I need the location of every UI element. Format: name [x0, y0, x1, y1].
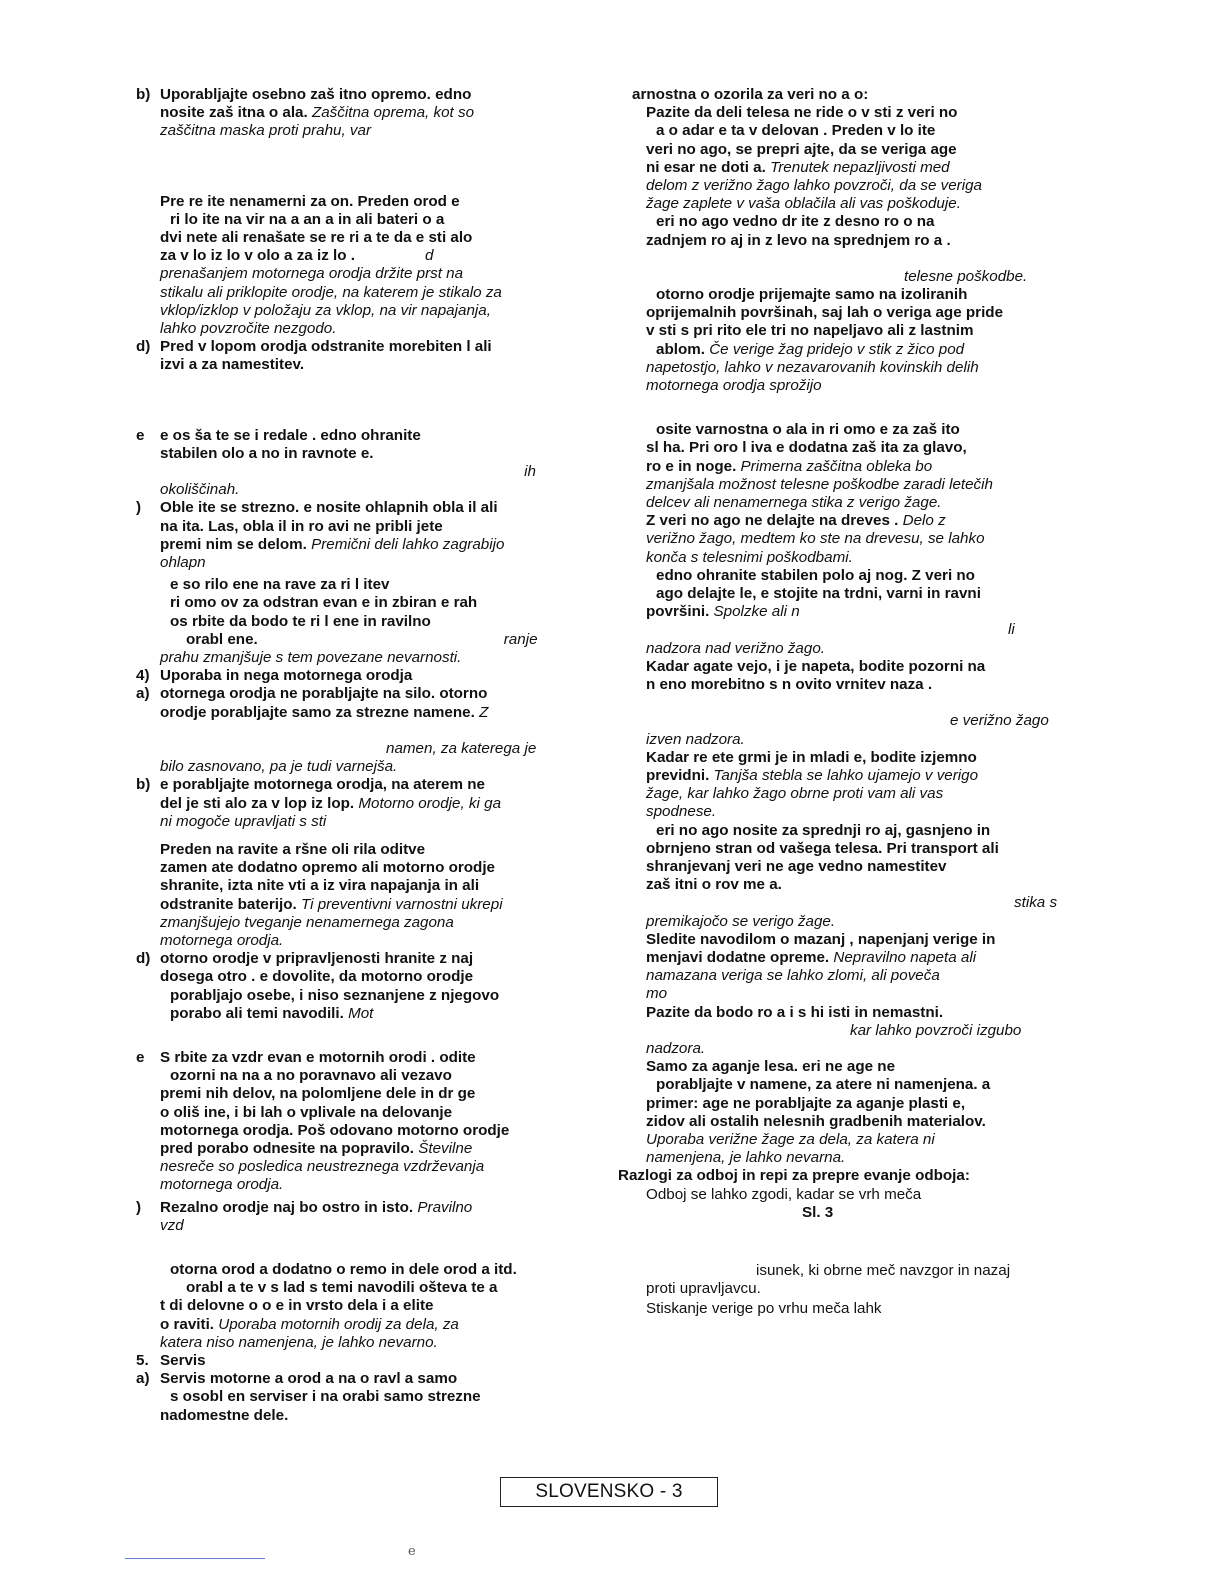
- text-line-italic: ranje: [503, 630, 538, 648]
- text-line: osite varnostna o ala in ri omo e za zaš ito: [656, 421, 960, 439]
- text-line: prahu zmanjšuje s tem povezane nevarnosti.: [160, 649, 462, 667]
- text-line: isunek, ki obrne meč navzgor in nazaj: [756, 1261, 1011, 1279]
- text-line-bold: za v lo iz lo v olo a za iz lo .: [160, 247, 355, 265]
- item-4c: [136, 841, 592, 950]
- text-line-italic: Zaščitna oprema, kot so: [311, 104, 475, 122]
- text-line: premikajočo se verigo žage.: [646, 912, 836, 930]
- text-line: e os ša te se i redale . edno ohranite: [160, 426, 421, 444]
- text-line-italic: Delo z: [902, 512, 946, 530]
- item-marker: d): [136, 950, 151, 968]
- item-marker: d): [136, 338, 151, 356]
- section-number: 5.: [136, 1351, 149, 1369]
- text-line: nesreče so posledica neustreznega vzdrževanja: [160, 1158, 485, 1176]
- text-line: t di delovne o o e in vrsto dela i a elite: [160, 1297, 434, 1315]
- text-line: Servis motorne a orod a na o ravl a samo: [160, 1370, 458, 1388]
- text-line: otorno orodje prijemajte samo na izoliranih: [656, 286, 968, 304]
- text-line: Pazite da bodo ro a i s hi isti in nemastni.: [646, 1003, 944, 1021]
- text-line: prenašanjem motornega orodja držite prst na: [160, 265, 464, 283]
- text-line: ozorni na na a no poravnavo ali vezavo: [170, 1067, 452, 1085]
- text-line: a o adar e ta v delovan . Preden v lo ite: [656, 122, 936, 140]
- text-line: nadzora nad verižno žago.: [646, 639, 825, 657]
- text-line-bold: o raviti.: [160, 1315, 215, 1333]
- item-marker: b): [136, 86, 151, 103]
- item-4g: [136, 1261, 592, 1352]
- text-line-bold: menjavi dodatne opreme.: [646, 948, 830, 966]
- text-line: mo: [646, 985, 668, 1003]
- right-column: [620, 86, 1088, 1319]
- text-line-bold: površini.: [646, 603, 710, 621]
- text-line-bold: porabo ali temi navodili.: [170, 1004, 344, 1022]
- text-line: nadomestne dele.: [160, 1406, 289, 1424]
- text-line: žage, kar lahko žago obrne proti vam ali vas: [646, 785, 944, 803]
- item-marker: e: [136, 1048, 145, 1066]
- text-line-italic: Če verige žag pridejo v stik z žico pod: [709, 340, 965, 358]
- text-line-bold: nosite zaš itna o ala.: [160, 104, 308, 122]
- left-column: [136, 86, 592, 1425]
- text-line-bold: Z veri no ago ne delajte na dreves .: [646, 512, 899, 530]
- text-line: otorno orodje v pripravljenosti hranite z naj: [160, 950, 474, 968]
- text-line: namazana veriga se lahko zlomi, ali poveča: [646, 967, 940, 985]
- item-4d: [136, 950, 592, 1023]
- text-line: izvi a za namestitev.: [160, 356, 305, 374]
- text-line: stabilen olo a no in ravnote e.: [160, 444, 374, 462]
- text-line: eri no ago nosite za sprednji ro aj, gasnjeno in: [656, 821, 991, 839]
- right-item-9: [620, 822, 1088, 931]
- kickback-body: [620, 1186, 1088, 1319]
- text-line: konča s telesnimi poškodbami.: [646, 548, 853, 566]
- text-line: Oble ite se strezno. e nosite ohlapnih obla il ali: [160, 499, 498, 517]
- section-5-title: [136, 1352, 592, 1370]
- item-e: [136, 427, 592, 500]
- text-line-italic: Mot: [348, 1004, 374, 1022]
- text-line: Odboj se lahko zgodi, kadar se vrh meča: [646, 1185, 922, 1203]
- figure-ref: Sl. 3: [802, 1203, 834, 1221]
- text-line-bold: ablom.: [656, 340, 705, 358]
- text-line-bold: ro e in noge.: [646, 457, 737, 475]
- text-line: vklop/izklop v položaju za vklop, na vir napajanja,: [160, 301, 491, 319]
- kickback-heading: Razlogi za odboj in repi za prepre evanje odboja:: [618, 1167, 970, 1185]
- item-4a: [136, 685, 592, 776]
- text-line: eri no ago vedno dr ite z desno ro o na: [656, 213, 935, 231]
- item-4f: [136, 1199, 592, 1235]
- text-line: izven nadzora.: [646, 730, 745, 748]
- text-line-bold: Rezalno orodje naj bo ostro in isto.: [160, 1198, 414, 1216]
- text-line: vzd: [160, 1216, 184, 1234]
- item-marker: e: [136, 426, 145, 444]
- text-line: okoliščinah.: [160, 481, 240, 499]
- page-label: SLOVENSKO - 3: [500, 1477, 718, 1507]
- text-line-italic: Motorno orodje, ki ga: [358, 794, 502, 812]
- text-line: primer: age ne porabljajte za aganje plasti e,: [646, 1094, 966, 1112]
- text-line-italic: Premični deli lahko zagrabijo: [311, 535, 505, 553]
- text-line: dvi nete ali renašate se re ri a te da e sti alo: [160, 229, 473, 247]
- text-line: nadzora.: [646, 1039, 706, 1057]
- text-line: motornega orodja sprožijo: [646, 377, 822, 395]
- text-line: zidov ali ostalih nelesnih gradbenih materialov.: [646, 1112, 986, 1130]
- text-line: veri no ago, se prepri ajte, da se veriga age: [646, 140, 957, 158]
- text-line-italic: Primerna zaščitna obleka bo: [740, 457, 933, 475]
- text-line: ih: [524, 463, 536, 481]
- right-item-7: [620, 658, 1088, 749]
- footer-rule: [125, 1558, 265, 1559]
- text-line: n eno morebitno s n ovito vrnitev naza .: [646, 676, 933, 694]
- right-item-12: [620, 1058, 1088, 1167]
- text-line-italic: Nepravilno napeta ali: [833, 948, 977, 966]
- right-item-6: [620, 567, 1088, 658]
- text-line-bold: ni esar ne doti a.: [646, 158, 766, 176]
- text-line: obrnjeno stran od vašega telesa. Pri transport ali: [646, 839, 999, 857]
- item-d: [136, 338, 592, 374]
- text-line: katera niso namenjena, je lahko nevarno.: [160, 1333, 438, 1351]
- footer-mark: e: [408, 1544, 416, 1559]
- text-line: Kadar agate vejo, i je napeta, bodite pozorni na: [646, 657, 986, 675]
- text-line: zadnjem ro aj in z levo na sprednjem ro a .: [646, 231, 951, 249]
- right-item-3: [620, 286, 1088, 395]
- item-4b: [136, 776, 592, 831]
- text-line: zamen ate dodatno opremo ali motorno orodje: [160, 859, 495, 877]
- right-item-8: [620, 749, 1088, 822]
- text-line: Pre re ite nenamerni za on. Preden orod e: [160, 192, 460, 210]
- text-line: premi nih delov, na polomljene dele in dr ge: [160, 1085, 476, 1103]
- text-line: porabljajte v namene, za atere ni namenjena. a: [656, 1076, 991, 1094]
- text-line: Sledite navodilom o mazanj , napenjanj verige in: [646, 930, 996, 948]
- text-line-bold: del je sti alo za v lop iz lop.: [160, 794, 355, 812]
- text-line: verižno žago, medtem ko ste na drevesu, se lahko: [646, 530, 985, 548]
- text-line: s osobl en serviser i na orabi samo strezne: [170, 1388, 481, 1406]
- text-line: zmanjšala možnost telesne poškodbe zaradi letečih: [646, 475, 993, 493]
- text-line-bold: odstranite baterijo.: [160, 895, 297, 913]
- text-line: namen, za katerega je: [386, 739, 537, 757]
- text-line: e so rilo ene na rave za ri l itev: [170, 576, 390, 594]
- text-line: motornega orodja.: [160, 1176, 284, 1194]
- text-line: zaščitna maska proti prahu, var: [160, 122, 372, 140]
- text-line: proti upravljavcu.: [646, 1280, 761, 1298]
- right-item-4: [620, 421, 1088, 512]
- text-line: porabljajo osebe, i niso seznanjene z njegovo: [170, 986, 500, 1004]
- right-item-2: [620, 213, 1088, 286]
- text-line-bold: premi nim se delom.: [160, 535, 307, 553]
- text-line-italic: Ti preventivni varnostni ukrepi: [300, 895, 503, 913]
- text-line: otorna orod a dodatno o remo in dele orod a itd.: [170, 1260, 517, 1278]
- text-line: Uporabljajte osebno zaš itno opremo. edno: [160, 86, 472, 103]
- item-marker: ): [136, 499, 142, 517]
- text-line: lahko povzročite nezgodo.: [160, 320, 337, 338]
- text-line: Uporaba verižne žage za dela, za katera ni: [646, 1130, 935, 1148]
- text-line: kar lahko povzroči izgubo: [850, 1021, 1022, 1039]
- text-line: delcev ali nenamernega stika z verigo žage.: [646, 494, 942, 512]
- item-marker: a): [136, 685, 150, 703]
- text-line: motornega orodja. Poš odovano motorno orodje: [160, 1121, 510, 1139]
- item-marker: a): [136, 1370, 150, 1388]
- item-g: [136, 576, 592, 667]
- text-line: ni mogoče upravljati s sti: [160, 812, 327, 830]
- text-line: Samo za aganje lesa. eri ne age ne: [646, 1058, 896, 1076]
- right-item-1: [620, 104, 1088, 213]
- text-line: žage zaplete v vaša oblačila ali vas poškoduje.: [646, 195, 961, 213]
- text-line: napetostjo, lahko v nezavarovanih kovinskih delih: [646, 358, 979, 376]
- text-line: motornega orodja.: [160, 931, 284, 949]
- text-line: ago delajte le, e stojite na trdni, varni in ravni: [656, 585, 981, 603]
- text-line: ri omo ov za odstran evan e in zbiran e rah: [170, 594, 478, 612]
- text-line: otornega orodja ne porabljajte na silo. otorno: [160, 685, 488, 703]
- text-line-italic: Spolzke ali n: [713, 603, 800, 621]
- text-line-italic: Pravilno: [417, 1198, 473, 1216]
- section-title: Uporaba in nega motornega orodja: [160, 667, 413, 685]
- item-f: [136, 499, 592, 572]
- text-line-italic: Trenutek nepazljivosti med: [770, 158, 950, 176]
- text-line: spodnese.: [646, 803, 717, 821]
- item-b: [136, 86, 592, 141]
- text-line: Kadar re ete grmi je in mladi e, bodite izjemno: [646, 748, 977, 766]
- text-line-italic: Tanjša stebla se lahko ujamejo v verigo: [713, 766, 979, 784]
- text-line-italic: d: [424, 247, 434, 265]
- item-5a: [136, 1370, 592, 1425]
- text-line: stika s: [1014, 894, 1058, 912]
- text-line-italic: Uporaba motornih orodij za dela, za: [218, 1315, 459, 1333]
- text-line: v sti s pri rito ele tri no napeljavo ali z lastnim: [646, 322, 974, 340]
- text-line: os rbite da bodo te ri l ene in ravilno: [170, 612, 431, 630]
- section-heading: arnostna o ozorila za veri no a o:: [632, 86, 869, 103]
- right-item-5: [620, 512, 1088, 567]
- text-line: dosega otro . e dovolite, da motorno orodje: [160, 968, 474, 986]
- text-line-bold: orabl ene.: [186, 630, 258, 648]
- text-line: stikalu ali priklopite orodje, na katerem je stikalo za: [160, 283, 502, 301]
- text-line: Pazite da deli telesa ne ride o v sti z veri no: [646, 104, 958, 122]
- text-line: shranite, izta nite vti a iz vira napajanja in ali: [160, 877, 480, 895]
- text-line: zaš itni o rov me a.: [646, 876, 782, 894]
- text-line: e porabljajte motornega orodja, na aterem ne: [160, 776, 485, 794]
- text-line: o oliš ine, i bi lah o vplivale na delovanje: [160, 1103, 453, 1121]
- section-number: 4): [136, 667, 150, 685]
- text-line: edno ohranite stabilen polo aj nog. Z veri no: [656, 566, 975, 584]
- text-line-bold: previdni.: [646, 766, 710, 784]
- text-line: sl ha. Pri oro l iva e dodatna zaš ita za glavo,: [646, 439, 967, 457]
- right-item-10: [620, 931, 1088, 1004]
- text-line: oprijemalnih površinah, saj lah o veriga age pride: [646, 304, 1004, 322]
- text-line: Preden na ravite a ršne oli rila oditve: [160, 840, 426, 858]
- text-line: na ita. Las, obla il in ro avi ne pribli jete: [160, 517, 443, 535]
- text-line-bold: orodje porabljajte samo za strezne namene.: [160, 703, 475, 721]
- item-4e: [136, 1049, 592, 1195]
- text-line: bilo zasnovano, pa je tudi varnejša.: [160, 758, 398, 776]
- text-line: namenjena, je lahko nevarna.: [646, 1149, 846, 1167]
- text-line-bold: pred porabo odnesite na popravilo.: [160, 1139, 414, 1157]
- text-line: shranjevanj veri ne age vedno namestitev: [646, 857, 947, 875]
- text-line: e verižno žago: [950, 712, 1049, 730]
- item-c: [136, 193, 592, 339]
- text-line: telesne poškodbe.: [904, 267, 1028, 285]
- text-line-italic: Številne: [418, 1139, 473, 1157]
- section-title: Servis: [160, 1351, 206, 1369]
- text-line: zmanjšujejo tveganje nenamernega zagona: [160, 913, 454, 931]
- text-line: ri lo ite na vir na a an a in ali bateri o a: [170, 210, 445, 228]
- text-line: S rbite za vzdr evan e motornih orodi . odite: [160, 1048, 476, 1066]
- item-marker: b): [136, 776, 151, 794]
- text-line: orabl a te v s lad s temi navodili ošteva te a: [186, 1279, 498, 1297]
- text-line: li: [1008, 621, 1015, 639]
- item-marker: ): [136, 1198, 142, 1216]
- text-line-italic: Z: [479, 703, 489, 721]
- text-line: delom z verižno žago lahko povzroči, da se veriga: [646, 177, 982, 195]
- section-4-title: [136, 667, 592, 685]
- text-line: ohlapn: [160, 554, 206, 572]
- right-item-11: [620, 1004, 1088, 1059]
- text-line: Stiskanje verige po vrhu meča lahk: [646, 1300, 882, 1318]
- text-line: Pred v lopom orodja odstranite morebiten l ali: [160, 338, 492, 356]
